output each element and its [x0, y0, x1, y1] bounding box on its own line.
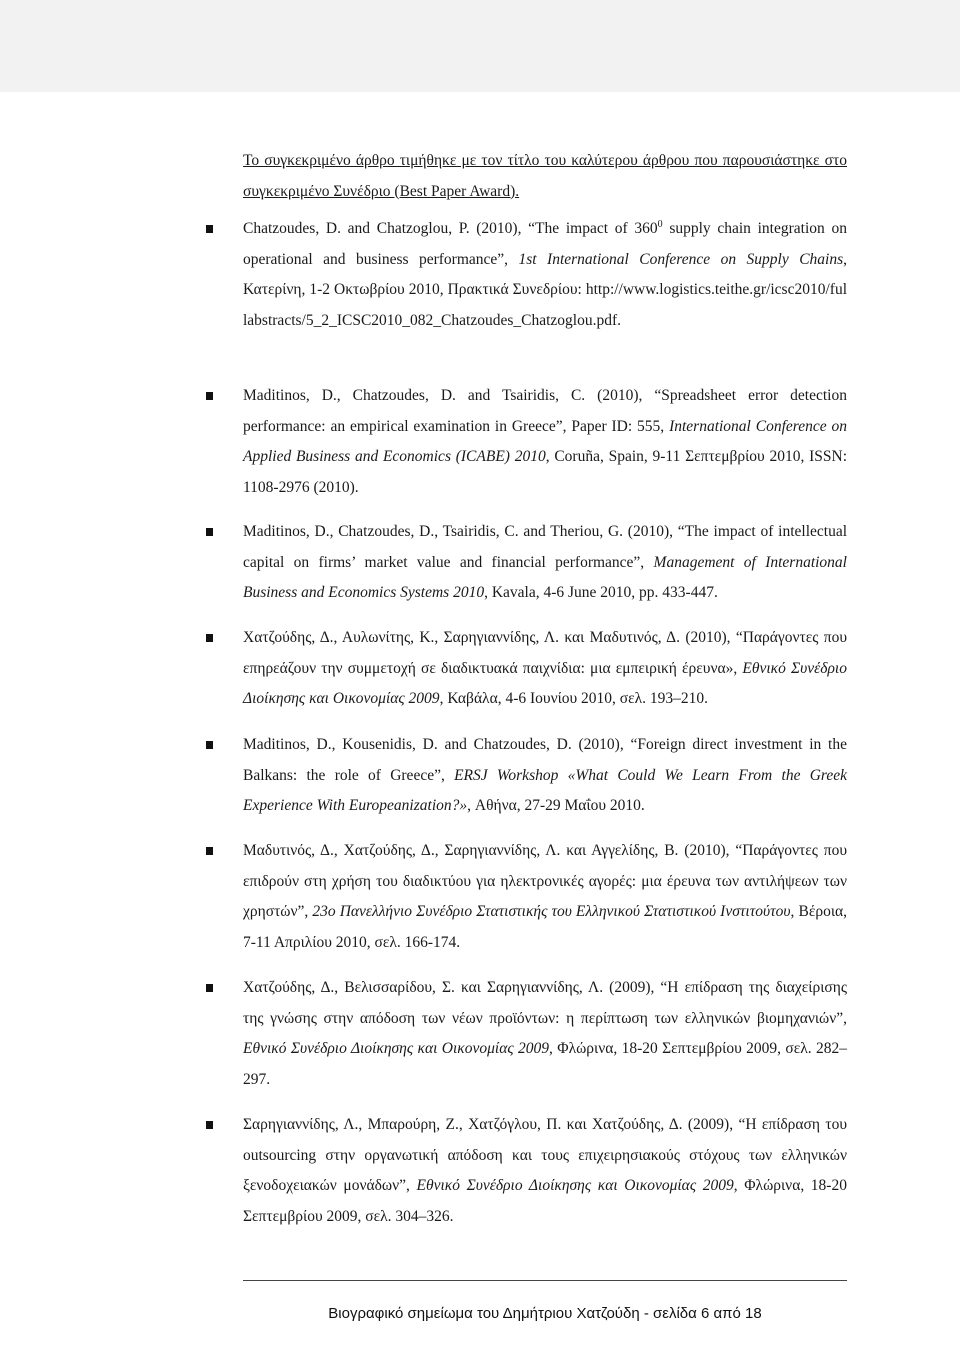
entry-details: , Coruña, Spain, 9-11 Σεπτεμβρίου 2010, ISSN: 1108-2976 (2010). — [243, 448, 847, 496]
bullet-icon — [206, 741, 213, 749]
entry-authors-title: Chatzoudes, D. and Chatzoglou, P. (2010), “The impact of 360 — [243, 220, 658, 237]
publication-entry — [243, 973, 847, 1095]
degree-superscript: 0 — [657, 218, 663, 230]
bullet-icon — [206, 392, 213, 400]
publication-entry — [243, 623, 847, 715]
page-footer — [243, 1280, 847, 1322]
footer-page-info: Βιογραφικό σημείωμα του Δημήτριου Χατζούδη - σελίδα 6 από 18 — [328, 1305, 762, 1322]
entry-venue: Εθνικό Συνέδριο Διοίκησης και Οικονομίας 2009 — [243, 659, 847, 707]
publication-entry — [243, 1110, 847, 1232]
bullet-icon — [206, 984, 213, 992]
entry-venue: 23ο Πανελλήνιο Συνέδριο Στατιστικής του Ελληνικού Στατιστικού Ινστιτούτου — [312, 903, 791, 920]
entry-details: , Kavala, 4-6 June 2010, pp. 433-447. — [484, 584, 718, 601]
award-note: Το συγκεκριμένο άρθρο τιμήθηκε με τον τίτλο του καλύτερου άρθρου που παρουσιάστηκε στο συγκεκριμένο Συνέδριο (Best Paper Award). — [243, 152, 847, 200]
entry-authors-title: Σαρηγιαννίδης, Λ., Μπαρούρη, Ζ., Χατζόγλου, Π. και Χατζούδης, Δ. (2009), “Η επίδραση του outsourcing στην οργανωτική απόδοση και τους επιχειρησιακούς στόχους των ελληνικών ξενοδοχειακών μονάδων”, — [243, 1116, 847, 1194]
bullet-icon — [206, 634, 213, 642]
entry-authors-title: Maditinos, D., Kousenidis, D. and Chatzoudes, D. (2010), “Foreign direct investment in the Balkans: the role of Greece”, — [243, 736, 847, 784]
entry-details: , Φλώρινα, 18-20 Σεπτεμβρίου 2009, σελ. 304–326. — [243, 1177, 847, 1225]
entry-venue: International Conference on Applied Business and Economics (ICABE) 2010 — [243, 417, 847, 465]
entry-venue: ERSJ Workshop «What Could We Learn From the Greek Experience With Europeanization?» — [243, 766, 847, 814]
entry-details: , Καβάλα, 4-6 Ιουνίου 2010, σελ. 193–210. — [439, 690, 709, 707]
entry-authors-title: Maditinos, D., Chatzoudes, D., Tsairidis, C. and Theriou, G. (2010), “The impact of intellectual capital on firms’ market value and financial performance”, — [243, 523, 847, 571]
entry-details: , Βέροια, 7-11 Απριλίου 2010, σελ. 166-174. — [243, 903, 847, 951]
page-top-margin — [0, 0, 960, 92]
entry-authors-title: Μαδυτινός, Δ., Χατζούδης, Δ., Σαρηγιαννίδης, Λ. και Αγγελίδης, Β. (2010), “Παράγοντες που επιδρούν στη χρήση του διαδικτύου για ηλεκτρονικές αγορές: μια έρευνα των αντιλήψεων των χρηστών”, — [243, 842, 847, 920]
entry-authors-title: Maditinos, D., Chatzoudes, D. and Tsairidis, C. (2010), “Spreadsheet error detection performance: an empirical examination in Greece”, Paper ID: 555, — [243, 387, 847, 435]
entry-venue: Management of International Business and Economics Systems 2010 — [243, 553, 847, 601]
entry-venue: 1st International Conference on Supply Chains — [518, 250, 844, 268]
bullet-icon — [206, 847, 213, 855]
entry-url[interactable]: http://www.logistics.teithe.gr/icsc2010/fullabstracts/5_2_ICSC2010_082_Chatzoudes_Chatzoglou.pdf. — [243, 281, 847, 329]
publication-entry — [243, 214, 847, 336]
publication-entry — [243, 381, 847, 503]
bullet-icon — [206, 225, 213, 233]
entry-details: , Αθήνα, 27-29 Μαΐου 2010. — [467, 797, 645, 814]
bullet-icon — [206, 1121, 213, 1129]
publication-entry — [243, 730, 847, 822]
entry-venue: Εθνικό Συνέδριο Διοίκησης και Οικονομίας 2009 — [416, 1177, 734, 1194]
entry-details: , Κατερίνη, 1-2 Οκτωβρίου 2010, Πρακτικά Συνεδρίου: — [243, 250, 847, 298]
entry-title-rest: supply chain integration on operational and business performance”, — [243, 220, 847, 268]
entry-details: , Φλώρινα, 18-20 Σεπτεμβρίου 2009, σελ. 282–297. — [243, 1040, 847, 1088]
entry-venue: Εθνικό Συνέδριο Διοίκησης και Οικονομίας 2009 — [243, 1040, 549, 1057]
bullet-icon — [206, 528, 213, 536]
entry-authors-title: Χατζούδης, Δ., Βελισσαρίδου, Σ. και Σαρηγιαννίδης, Λ. (2009), “Η επίδραση της διαχείρισης της γνώσης στην απόδοση των νέων προϊόντων: η περίπτωση των ελληνικών βιομηχανιών”, — [243, 979, 847, 1027]
publication-entry — [243, 517, 847, 609]
publication-entry — [243, 836, 847, 958]
entry-authors-title: Χατζούδης, Δ., Αυλωνίτης, Κ., Σαρηγιαννίδης, Λ. και Μαδυτινός, Δ. (2010), “Παράγοντες που επηρεάζουν την συμμετοχή σε διαδικτυακά παιχνίδια: μια εμπειρική έρευνα», — [243, 629, 847, 677]
